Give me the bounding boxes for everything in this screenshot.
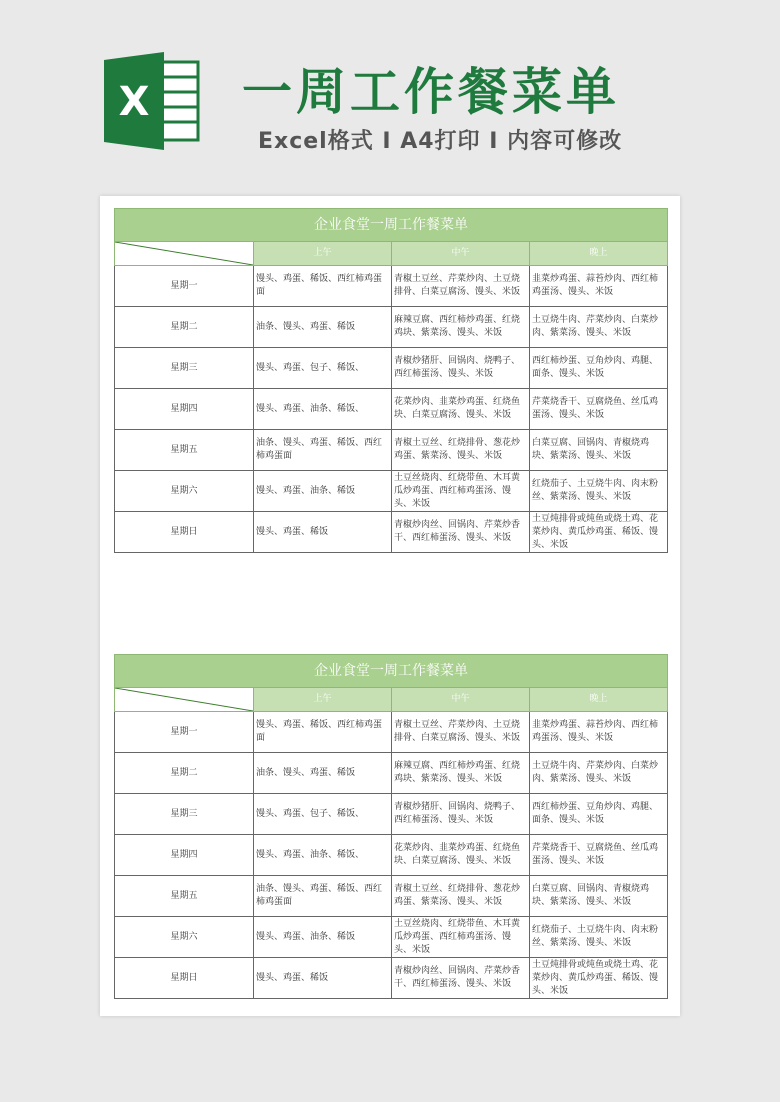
morning-cell: 馒头、鸡蛋、包子、稀饭、 [254, 348, 392, 389]
morning-cell: 油条、馒头、鸡蛋、稀饭 [254, 753, 392, 794]
table-row [115, 876, 668, 917]
table-row [115, 307, 668, 348]
table-row [115, 794, 668, 835]
page-header [0, 0, 780, 190]
morning-cell: 油条、馒头、鸡蛋、稀饭、西红柿鸡蛋面 [254, 430, 392, 471]
noon-cell: 青椒炒猪肝、回锅肉、烧鸭子、西红柿蛋汤、馒头、米饭 [392, 794, 530, 835]
day-cell: 星期一 [115, 712, 254, 753]
evening-cell: 西红柿炒蛋、豆角炒肉、鸡腿、面条、馒头、米饭 [530, 348, 668, 389]
noon-cell: 花菜炒肉、韭菜炒鸡蛋、红烧鱼块、白菜豆腐汤、馒头、米饭 [392, 389, 530, 430]
day-cell: 星期日 [115, 958, 254, 999]
noon-cell: 土豆丝烧肉、红烧带鱼、木耳黄瓜炒鸡蛋、西红柿鸡蛋汤、馒头、米饭 [392, 471, 530, 512]
day-cell: 星期三 [115, 794, 254, 835]
evening-cell: 白菜豆腐、回锅肉、青椒烧鸡块、紫菜汤、馒头、米饭 [530, 876, 668, 917]
day-cell: 星期四 [115, 835, 254, 876]
noon-cell: 青椒炒肉丝、回锅肉、芹菜炒香干、西红柿蛋汤、馒头、米饭 [392, 958, 530, 999]
morning-cell: 馒头、鸡蛋、稀饭 [254, 958, 392, 999]
table-row [115, 512, 668, 553]
evening-cell: 芹菜烧香干、豆腐烧鱼、丝瓜鸡蛋汤、馒头、米饭 [530, 835, 668, 876]
morning-cell: 馒头、鸡蛋、油条、稀饭、 [254, 835, 392, 876]
table-row [115, 266, 668, 307]
morning-cell: 馒头、鸡蛋、稀饭 [254, 512, 392, 553]
day-cell: 星期五 [115, 430, 254, 471]
morning-cell: 油条、馒头、鸡蛋、稀饭、西红柿鸡蛋面 [254, 876, 392, 917]
table-row [115, 835, 668, 876]
evening-cell: 芹菜烧香干、豆腐烧鱼、丝瓜鸡蛋汤、馒头、米饭 [530, 389, 668, 430]
menu-table-1 [114, 208, 668, 553]
noon-cell: 青椒炒肉丝、回锅肉、芹菜炒香干、西红柿蛋汤、馒头、米饭 [392, 512, 530, 553]
morning-cell: 馒头、鸡蛋、油条、稀饭 [254, 471, 392, 512]
diagonal-header-cell [115, 688, 254, 712]
evening-cell: 土豆烧牛肉、芹菜炒肉、白菜炒肉、紫菜汤、馒头、米饭 [530, 307, 668, 348]
evening-cell: 红烧茄子、土豆烧牛肉、肉末粉丝、紫菜汤、馒头、米饭 [530, 471, 668, 512]
morning-cell: 油条、馒头、鸡蛋、稀饭 [254, 307, 392, 348]
diagonal-header-cell [115, 242, 254, 266]
table-row [115, 389, 668, 430]
table-row [115, 958, 668, 999]
table-row [115, 430, 668, 471]
table-row [115, 471, 668, 512]
a4-sheet [100, 196, 680, 1016]
column-header-evening: 晚上 [530, 688, 668, 712]
page-subtitle: Excel格式 I A4打印 I 内容可修改 [258, 129, 623, 154]
column-header-morning: 上午 [254, 242, 392, 266]
table-row [115, 348, 668, 389]
table-row [115, 712, 668, 753]
morning-cell: 馒头、鸡蛋、油条、稀饭、 [254, 389, 392, 430]
noon-cell: 青椒土豆丝、红烧排骨、葱花炒鸡蛋、紫菜汤、馒头、米饭 [392, 876, 530, 917]
noon-cell: 青椒土豆丝、芹菜炒肉、土豆烧排骨、白菜豆腐汤、馒头、米饭 [392, 712, 530, 753]
noon-cell: 青椒炒猪肝、回锅肉、烧鸭子、西红柿蛋汤、馒头、米饭 [392, 348, 530, 389]
evening-cell: 西红柿炒蛋、豆角炒肉、鸡腿、面条、馒头、米饭 [530, 794, 668, 835]
evening-cell: 白菜豆腐、回锅肉、青椒烧鸡块、紫菜汤、馒头、米饭 [530, 430, 668, 471]
noon-cell: 花菜炒肉、韭菜炒鸡蛋、红烧鱼块、白菜豆腐汤、馒头、米饭 [392, 835, 530, 876]
noon-cell: 麻辣豆腐、西红柿炒鸡蛋、红烧鸡块、紫菜汤、馒头、米饭 [392, 753, 530, 794]
table-row [115, 753, 668, 794]
morning-cell: 馒头、鸡蛋、稀饭、西红柿鸡蛋面 [254, 712, 392, 753]
evening-cell: 土豆炖排骨或炖鱼或烧土鸡、花菜炒肉、黄瓜炒鸡蛋、稀饭、馒头、米饭 [530, 512, 668, 553]
day-cell: 星期四 [115, 389, 254, 430]
noon-cell: 麻辣豆腐、西红柿炒鸡蛋、红烧鸡块、紫菜汤、馒头、米饭 [392, 307, 530, 348]
evening-cell: 红烧茄子、土豆烧牛肉、肉末粉丝、紫菜汤、馒头、米饭 [530, 917, 668, 958]
column-header-noon: 中午 [392, 688, 530, 712]
morning-cell: 馒头、鸡蛋、稀饭、西红柿鸡蛋面 [254, 266, 392, 307]
morning-cell: 馒头、鸡蛋、油条、稀饭 [254, 917, 392, 958]
evening-cell: 韭菜炒鸡蛋、蒜苔炒肉、西红柿鸡蛋汤、馒头、米饭 [530, 712, 668, 753]
morning-cell: 馒头、鸡蛋、包子、稀饭、 [254, 794, 392, 835]
day-cell: 星期二 [115, 307, 254, 348]
menu-table-2 [114, 654, 668, 999]
evening-cell: 土豆炖排骨或炖鱼或烧土鸡、花菜炒肉、黄瓜炒鸡蛋、稀饭、馒头、米饭 [530, 958, 668, 999]
day-cell: 星期二 [115, 753, 254, 794]
day-cell: 星期六 [115, 917, 254, 958]
evening-cell: 土豆烧牛肉、芹菜炒肉、白菜炒肉、紫菜汤、馒头、米饭 [530, 753, 668, 794]
noon-cell: 土豆丝烧肉、红烧带鱼、木耳黄瓜炒鸡蛋、西红柿鸡蛋汤、馒头、米饭 [392, 917, 530, 958]
day-cell: 星期日 [115, 512, 254, 553]
column-header-noon: 中午 [392, 242, 530, 266]
day-cell: 星期三 [115, 348, 254, 389]
column-header-evening: 晚上 [530, 242, 668, 266]
menu-caption: 企业食堂一周工作餐菜单 [115, 655, 668, 688]
noon-cell: 青椒土豆丝、芹菜炒肉、土豆烧排骨、白菜豆腐汤、馒头、米饭 [392, 266, 530, 307]
day-cell: 星期六 [115, 471, 254, 512]
table-row [115, 917, 668, 958]
evening-cell: 韭菜炒鸡蛋、蒜苔炒肉、西红柿鸡蛋汤、馒头、米饭 [530, 266, 668, 307]
column-header-morning: 上午 [254, 688, 392, 712]
noon-cell: 青椒土豆丝、红烧排骨、葱花炒鸡蛋、紫菜汤、馒头、米饭 [392, 430, 530, 471]
logo-letter: X [118, 79, 150, 125]
day-cell: 星期一 [115, 266, 254, 307]
page-title: 一周工作餐菜单 [242, 63, 620, 121]
day-cell: 星期五 [115, 876, 254, 917]
menu-caption: 企业食堂一周工作餐菜单 [115, 209, 668, 242]
excel-logo-icon [104, 52, 200, 150]
